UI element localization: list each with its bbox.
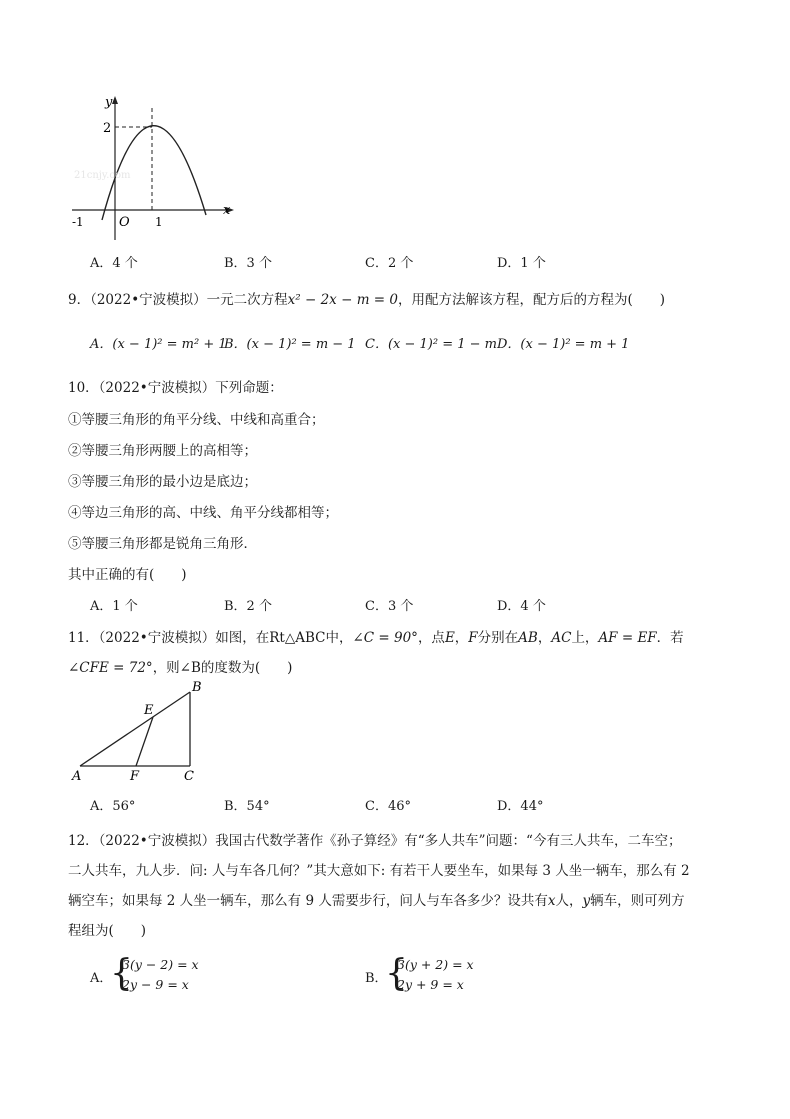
q11-question: ，则∠B的度数为( ) bbox=[152, 660, 293, 676]
q12-option-a-eq1: 3(y − 2) = x bbox=[122, 957, 199, 972]
q12-line-2: 二人共车，九人步．问: 人与车各几何？”其大意如下: 有若干人要坐车，如果每 3 人坐一辆车，那么有 2 bbox=[68, 863, 690, 879]
label-f: F bbox=[130, 769, 140, 784]
q11-text-d: 上， bbox=[571, 630, 599, 646]
q12-var-x: x bbox=[547, 893, 556, 909]
q11-angle-cfe: ∠CFE = 72° bbox=[68, 660, 153, 676]
q10-statement-3: ③等腰三角形的最小边是底边； bbox=[68, 474, 257, 490]
q12-option-b-eq1: 3(y + 2) = x bbox=[397, 957, 474, 972]
q9-stem bbox=[68, 288, 665, 308]
q11-point-e: E bbox=[444, 630, 455, 646]
q10-option-c[interactable]: C．3 个 bbox=[365, 599, 414, 614]
q11-option-a[interactable]: A．56° bbox=[90, 799, 136, 814]
q9-option-a[interactable]: A．(x − 1)² = m² + 1 bbox=[90, 337, 227, 352]
q10-stem: 10．（2022•宁波模拟）下列命题： bbox=[68, 380, 283, 396]
q12-option-a[interactable] bbox=[90, 955, 290, 995]
q12-option-a-brace: { bbox=[110, 953, 133, 994]
q10-option-d[interactable]: D．4 个 bbox=[497, 599, 546, 614]
q9-option-b[interactable]: B．(x − 1)² = m − 1 bbox=[224, 337, 356, 352]
q12-option-b-eq2: 2y + 9 = x bbox=[397, 977, 464, 992]
q11-comma-2: ， bbox=[537, 630, 552, 646]
origin-label: O bbox=[119, 215, 130, 230]
x-axis-label: x bbox=[223, 203, 231, 218]
q8-option-a[interactable]: A．4 个 bbox=[90, 256, 138, 271]
q11-equality: AF = EF bbox=[598, 630, 657, 646]
y-axis-label: y bbox=[105, 95, 113, 110]
q12-option-b-brace: { bbox=[385, 953, 408, 994]
label-c: C bbox=[184, 769, 194, 784]
q11-text-e: ．若 bbox=[656, 630, 684, 646]
q11-angle-c: ∠C = 90° bbox=[352, 630, 418, 646]
q11-line-1 bbox=[68, 626, 684, 646]
q9-equation: x² − 2x − m = 0 bbox=[287, 292, 398, 308]
q10-statement-1: ①等腰三角形的角平分线、中线和高重合； bbox=[68, 412, 325, 428]
y-tick-2: 2 bbox=[103, 121, 112, 136]
q12-line-1: 12．（2022•宁波模拟）我国古代数学著作《孙子算经》有“多人共车”问题：“今有三人共车，二车空； bbox=[68, 833, 682, 849]
x-tick-1: 1 bbox=[155, 215, 163, 229]
q12-line-3 bbox=[68, 889, 685, 909]
label-e: E bbox=[144, 703, 154, 718]
q8-option-d[interactable]: D．1 个 bbox=[497, 256, 546, 271]
q10-option-a[interactable]: A．1 个 bbox=[90, 599, 138, 614]
q11-point-f: F bbox=[468, 630, 478, 646]
q11-text-b: ，点 bbox=[417, 630, 445, 646]
q9-stem-start: 9．（2022•宁波模拟）一元二次方程 bbox=[68, 292, 288, 308]
q11-option-c[interactable]: C．46° bbox=[365, 799, 411, 814]
q8-option-b[interactable]: B．3 个 bbox=[224, 256, 272, 271]
q10-statement-5: ⑤等腰三角形都是锐角三角形． bbox=[68, 536, 257, 552]
q10-statement-4: ④等边三角形的高、中线、角平分线都相等； bbox=[68, 505, 338, 521]
q11-text-a: 11．（2022•宁波模拟）如图，在Rt△ABC中， bbox=[68, 630, 353, 646]
q8-option-c[interactable]: C．2 个 bbox=[365, 256, 414, 271]
q9-stem-end: ，用配方法解该方程，配方后的方程为( ) bbox=[397, 292, 666, 308]
x-tick-neg1: -1 bbox=[72, 215, 84, 229]
q9-option-d[interactable]: D．(x − 1)² = m + 1 bbox=[497, 337, 630, 352]
q12-text-b: 人， bbox=[555, 893, 583, 909]
q12-line-4: 程组为( ) bbox=[68, 923, 147, 939]
q12-text-c: 辆车，则可列方 bbox=[590, 893, 685, 909]
q12-var-y: y bbox=[582, 893, 591, 909]
q11-text-c: 分别在 bbox=[477, 630, 519, 646]
q11-seg-ac: AC bbox=[551, 630, 572, 646]
q12-option-a-eq2: 2y − 9 = x bbox=[122, 977, 189, 992]
q12-option-b-label: B． bbox=[365, 971, 388, 986]
triangle-figure bbox=[66, 678, 216, 784]
q11-line-2 bbox=[68, 656, 292, 676]
q9-option-c[interactable]: C．(x − 1)² = 1 − m bbox=[365, 337, 497, 352]
q10-option-b[interactable]: B．2 个 bbox=[224, 599, 272, 614]
q12-option-a-label: A． bbox=[90, 971, 113, 986]
label-b: B bbox=[192, 680, 202, 695]
parabola-graph bbox=[60, 90, 250, 250]
watermark: 21cnjy.com bbox=[74, 170, 131, 181]
q11-option-b[interactable]: B．54° bbox=[224, 799, 270, 814]
q12-text-a: 辆空车；如果每 2 人坐一辆车，那么有 9 人需要步行，问人与车各多少？设共有 bbox=[68, 893, 548, 909]
label-a: A bbox=[72, 769, 82, 784]
q10-question: 其中正确的有( ) bbox=[68, 567, 187, 583]
q11-comma: ， bbox=[454, 630, 469, 646]
q10-statement-2: ②等腰三角形两腰上的高相等； bbox=[68, 443, 257, 459]
q11-seg-ab: AB bbox=[518, 630, 538, 646]
q11-option-d[interactable]: D．44° bbox=[497, 799, 544, 814]
q12-option-b[interactable] bbox=[365, 955, 565, 995]
